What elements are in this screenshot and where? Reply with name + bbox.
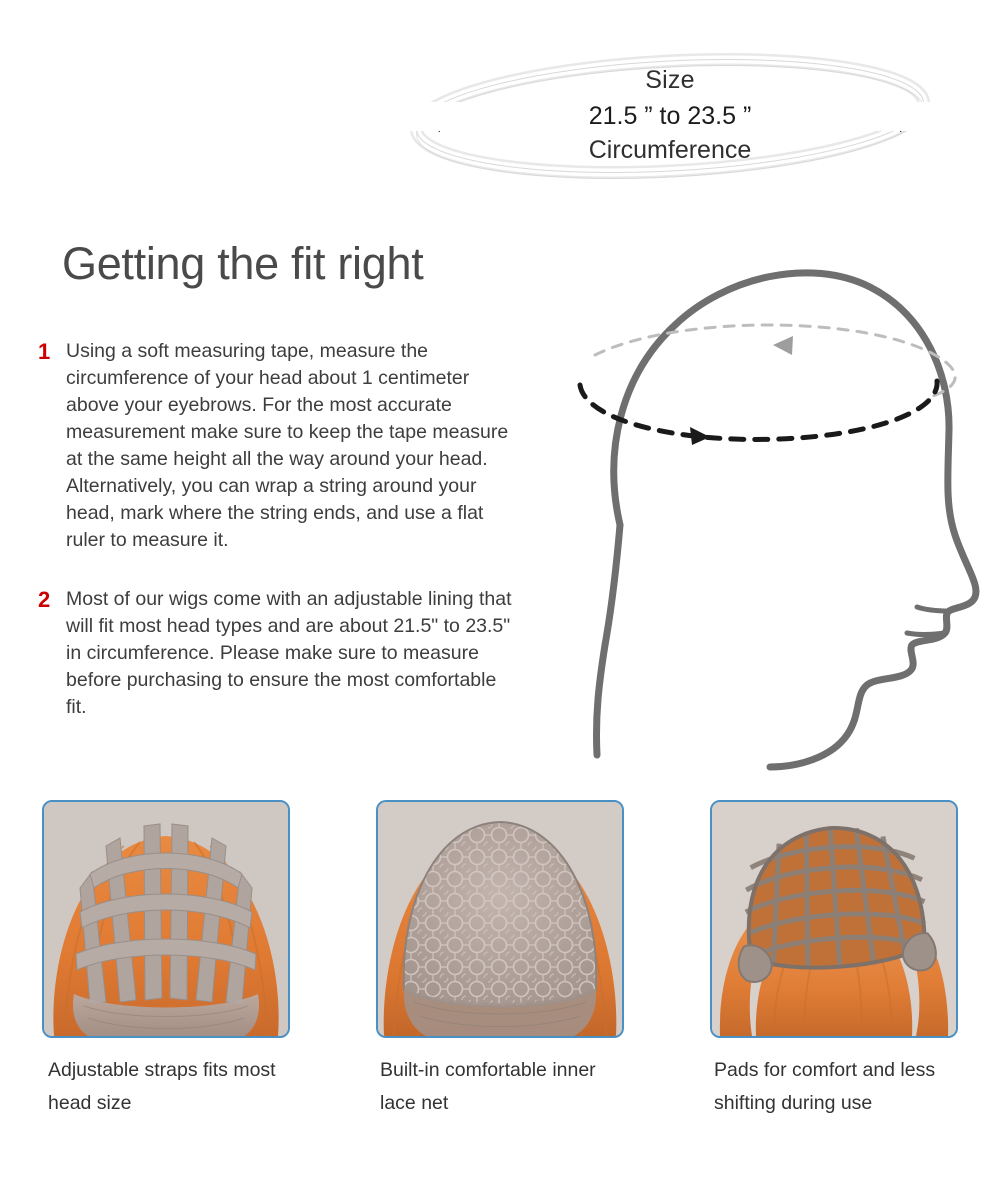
wig-cap-inner-lace-net-image <box>376 800 624 1038</box>
head-profile-diagram <box>525 215 995 775</box>
step-item <box>30 586 520 721</box>
wig-cap-adjustable-straps-image <box>42 800 290 1038</box>
step-item <box>30 338 520 554</box>
feature-card <box>376 800 624 1120</box>
circumference-label: Circumference <box>588 136 752 164</box>
head-circumference-band <box>410 52 930 180</box>
feature-cards <box>0 800 1000 1120</box>
wig-cap-comfort-pads-image <box>710 800 958 1038</box>
wig-cap-pads-illustration <box>712 802 956 1036</box>
instruction-steps <box>30 338 520 753</box>
size-value: 21.5 ” to 23.5 ” <box>410 102 930 131</box>
wig-cap-straps-illustration <box>44 802 288 1036</box>
size-label: Size <box>645 66 695 94</box>
wig-cap-lace-illustration <box>378 802 622 1036</box>
page-title: Getting the fit right <box>62 238 424 289</box>
head-outline-icon <box>525 215 995 775</box>
step-number: 2 <box>38 587 51 612</box>
feature-caption: Adjustable straps fits most head size <box>48 1059 276 1114</box>
step-number: 1 <box>38 339 51 364</box>
feature-card <box>42 800 290 1120</box>
feature-caption: Built-in comfortable inner lace net <box>380 1059 596 1114</box>
step-text: Most of our wigs come with an adjustable lining that will fit most head types and are about 21.5" to 23.5" in circumference. Please make sure to measure before purchasing to ensure the most comfortable fit. <box>66 588 512 718</box>
step-text: Using a soft measuring tape, measure the circumference of your head about 1 centimeter above your eyebrows. For the most accurate measurement make sure to keep the tape measure at the same height all the way around your head. Alternatively, you can wrap a string around your head, mark where the string ends, and use a flat ruler to measure it. <box>66 340 509 551</box>
feature-card <box>710 800 958 1120</box>
feature-caption: Pads for comfort and less shifting during use <box>714 1059 936 1114</box>
